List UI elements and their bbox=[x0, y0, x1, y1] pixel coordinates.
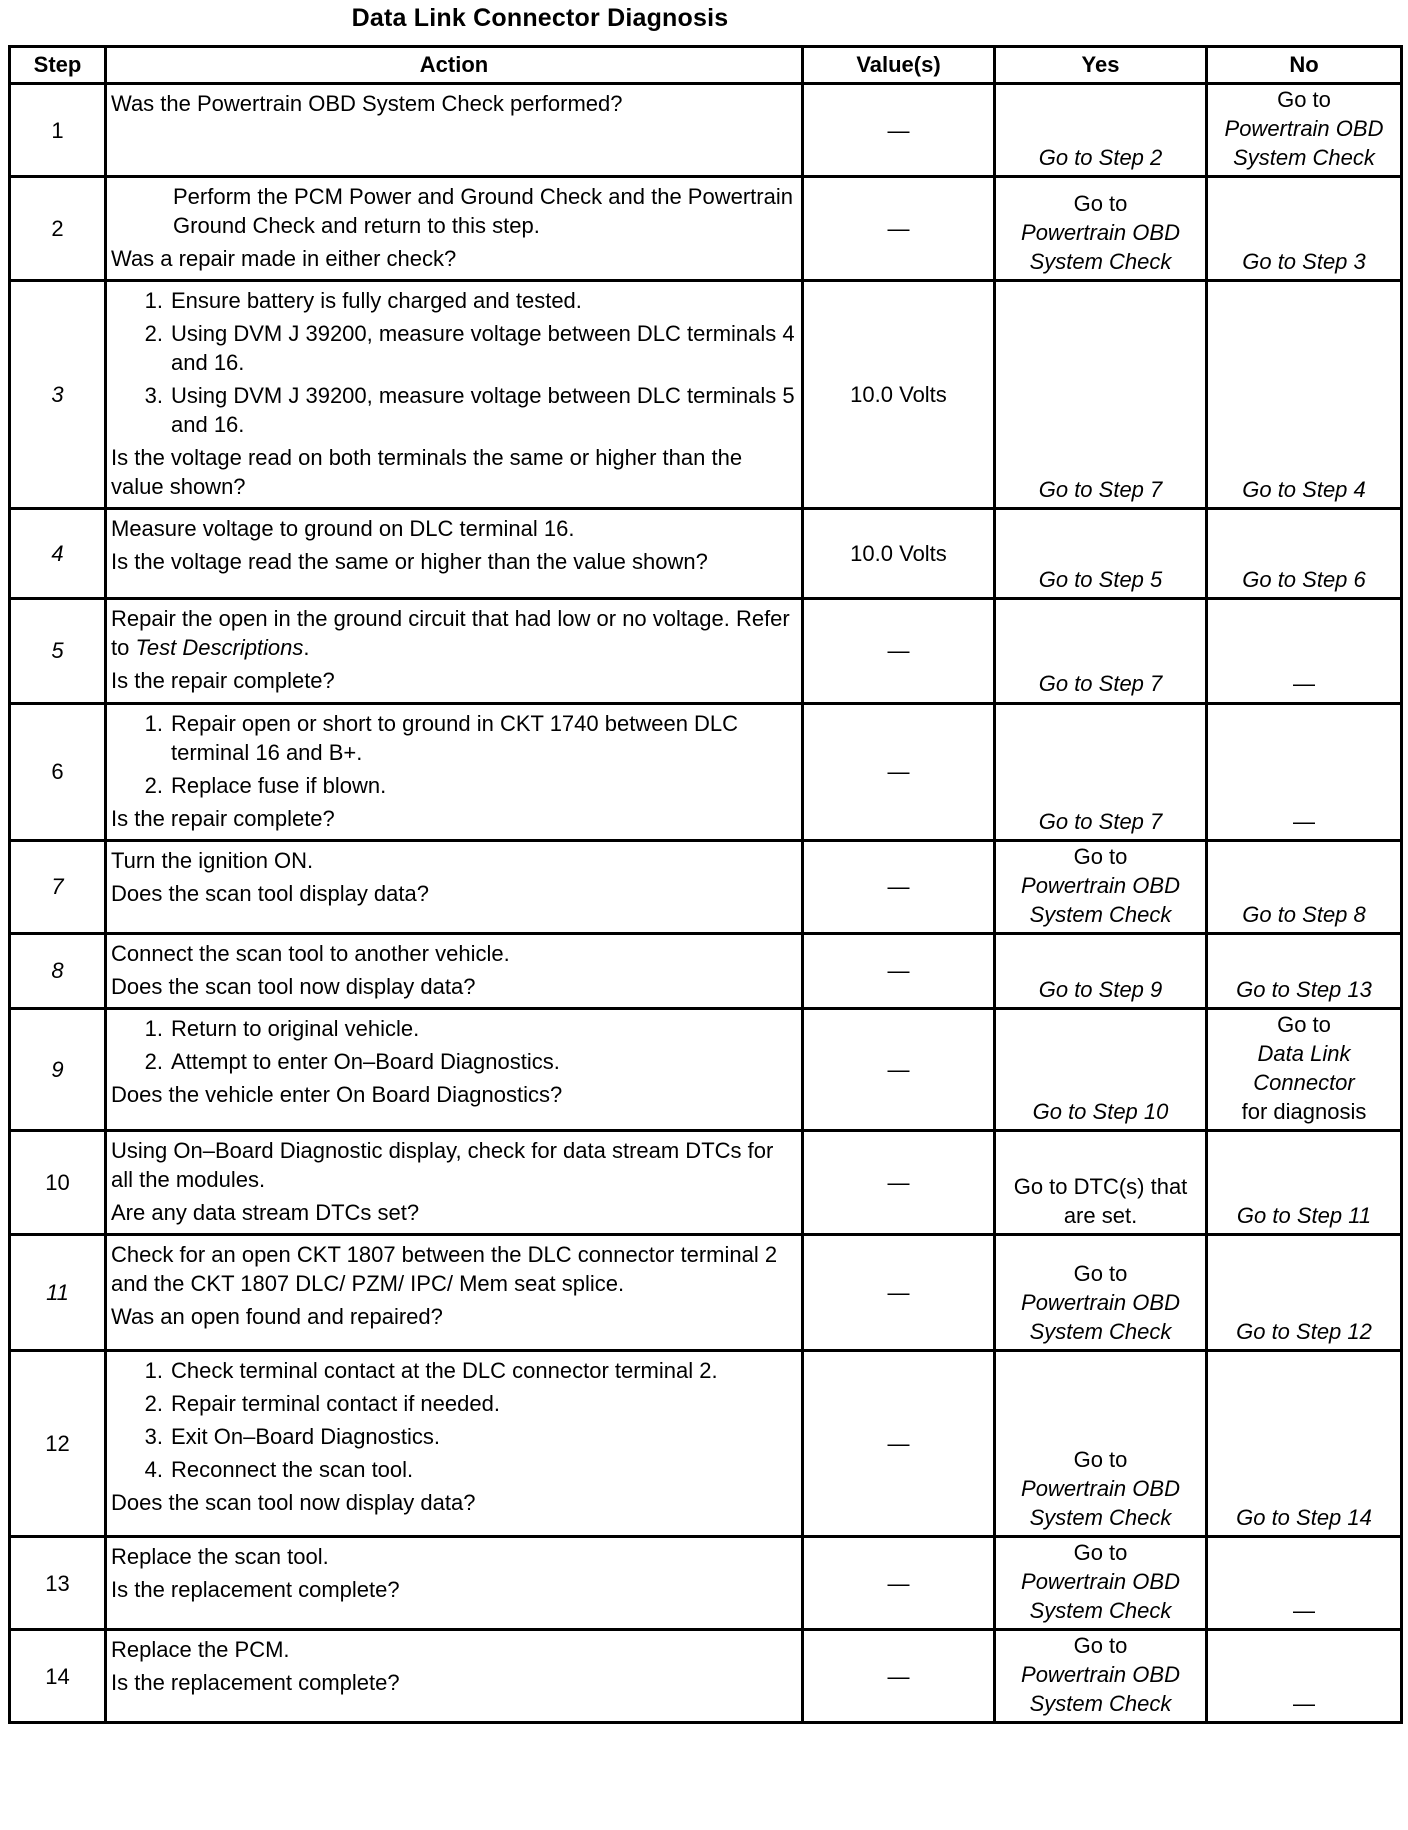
no-target-link[interactable]: Data Link Connector bbox=[1253, 1040, 1355, 1095]
yes-go-to: Go to bbox=[1073, 1540, 1128, 1565]
action-instruction-text: Repair the open in the ground circuit that had low or no voltage. Refer to bbox=[111, 606, 790, 661]
action-step-item bbox=[111, 1014, 797, 1043]
action-instruction-text: Perform the PCM Power and Ground Check and the Powertrain Ground Check and return to this step. bbox=[173, 184, 793, 239]
no-cell bbox=[1207, 84, 1402, 177]
action-cell bbox=[106, 599, 803, 703]
action-question: Does the scan tool now display data? bbox=[111, 1490, 476, 1516]
yes-go-to: Go to bbox=[1073, 1260, 1128, 1286]
yes-cell bbox=[995, 1630, 1207, 1723]
step-number: 6 bbox=[10, 703, 106, 840]
action-instruction-end: . bbox=[303, 635, 310, 661]
action-question: Was an open found and repaired? bbox=[111, 1304, 443, 1330]
action-cell bbox=[106, 933, 803, 1008]
action-step-number: 2. bbox=[144, 772, 163, 798]
action-step-item bbox=[111, 771, 797, 800]
table-row bbox=[10, 933, 1402, 1008]
value-cell: — bbox=[803, 1130, 995, 1234]
action-step-item bbox=[111, 1422, 797, 1451]
no-cell[interactable]: Go to Step 14 bbox=[1207, 1351, 1402, 1537]
action-step-item bbox=[111, 1455, 797, 1484]
action-question: Does the scan tool display data? bbox=[111, 880, 429, 906]
action-steps-list bbox=[111, 1356, 797, 1484]
action-instruction bbox=[111, 604, 797, 662]
action-cell bbox=[106, 1008, 803, 1130]
no-go-to: Go to bbox=[1277, 1011, 1331, 1037]
yes-cell: Go to DTC(s) that are set. bbox=[995, 1130, 1207, 1234]
action-cell bbox=[106, 281, 803, 509]
value-cell: — bbox=[803, 1351, 995, 1537]
action-step-text: Check terminal contact at the DLC connector terminal 2. bbox=[171, 1358, 718, 1383]
yes-cell[interactable]: Go to Step 9 bbox=[995, 933, 1207, 1008]
action-steps-list bbox=[111, 286, 797, 439]
no-cell bbox=[1207, 1008, 1402, 1130]
table-row bbox=[10, 1351, 1402, 1537]
action-cell bbox=[106, 84, 803, 177]
action-step-text: Repair terminal contact if needed. bbox=[171, 1391, 500, 1417]
action-step-item bbox=[111, 381, 797, 439]
table-row bbox=[10, 509, 1402, 599]
no-go-to: Go to bbox=[1277, 87, 1331, 112]
yes-go-to: Go to bbox=[1073, 843, 1128, 869]
action-step-number: 2. bbox=[144, 1048, 163, 1074]
yes-go-to: Go to bbox=[1073, 1446, 1128, 1472]
action-question: Is the voltage read the same or higher than the value shown? bbox=[111, 549, 708, 575]
step-number: 13 bbox=[10, 1537, 106, 1630]
value-cell: — bbox=[803, 1537, 995, 1630]
action-instruction bbox=[111, 182, 797, 240]
action-step-item bbox=[111, 1047, 797, 1076]
table-row bbox=[10, 1130, 1402, 1234]
value-cell: — bbox=[803, 599, 995, 703]
yes-cell bbox=[995, 1537, 1207, 1630]
header-values: Value(s) bbox=[803, 47, 995, 84]
header-step: Step bbox=[10, 47, 106, 84]
action-step-number: 1. bbox=[144, 710, 163, 736]
no-cell: — bbox=[1207, 703, 1402, 840]
step-number: 10 bbox=[10, 1130, 106, 1234]
action-step-text: Reconnect the scan tool. bbox=[171, 1457, 414, 1483]
no-cell: — bbox=[1207, 1630, 1402, 1723]
yes-go-to: Go to bbox=[1073, 1633, 1128, 1659]
action-cell bbox=[106, 1235, 803, 1351]
action-step-item bbox=[111, 319, 797, 377]
document-title: Data Link Connector Diagnosis bbox=[351, 4, 729, 32]
yes-target-link[interactable]: Powertrain OBD System Check bbox=[1021, 1475, 1180, 1530]
action-instruction bbox=[111, 1136, 797, 1194]
no-cell[interactable]: Go to Step 3 bbox=[1207, 177, 1402, 281]
value-cell: — bbox=[803, 1235, 995, 1351]
action-question: Are any data stream DTCs set? bbox=[111, 1199, 420, 1225]
value-cell: — bbox=[803, 1630, 995, 1723]
step-number: 2 bbox=[10, 177, 106, 281]
table-row bbox=[10, 177, 1402, 281]
value-cell: — bbox=[803, 840, 995, 933]
yes-cell bbox=[995, 1351, 1207, 1537]
action-question: Does the scan tool now display data? bbox=[111, 973, 476, 999]
action-cell bbox=[106, 840, 803, 933]
yes-target-link[interactable]: Powertrain OBD System Check bbox=[1021, 872, 1180, 927]
yes-target-link[interactable]: Powertrain OBD System Check bbox=[1021, 1289, 1180, 1344]
action-steps-list bbox=[111, 709, 797, 800]
action-step-item bbox=[111, 1389, 797, 1418]
step-number: 1 bbox=[10, 84, 106, 177]
action-steps-list bbox=[111, 1014, 797, 1076]
action-cell bbox=[106, 1351, 803, 1537]
no-cell: — bbox=[1207, 599, 1402, 703]
action-instruction bbox=[111, 1635, 797, 1664]
action-step-text: Return to original vehicle. bbox=[171, 1015, 420, 1041]
action-instruction bbox=[111, 939, 797, 968]
action-step-number: 4. bbox=[144, 1457, 163, 1483]
header-no: No bbox=[1207, 47, 1402, 84]
action-step-item bbox=[111, 709, 797, 767]
header-row bbox=[10, 47, 1402, 84]
table-row bbox=[10, 840, 1402, 933]
value-cell: 10.0 Volts bbox=[803, 509, 995, 599]
action-cell bbox=[106, 177, 803, 281]
action-question: Is the replacement complete? bbox=[111, 1577, 400, 1603]
value-cell: — bbox=[803, 84, 995, 177]
yes-cell bbox=[995, 1235, 1207, 1351]
step-number: 11 bbox=[10, 1235, 106, 1351]
action-instruction-text: Was the Powertrain OBD System Check performed? bbox=[111, 91, 623, 116]
value-cell: 10.0 Volts bbox=[803, 281, 995, 509]
value-cell: — bbox=[803, 1008, 995, 1130]
no-cell[interactable]: Go to Step 11 bbox=[1207, 1130, 1402, 1234]
header-yes: Yes bbox=[995, 47, 1207, 84]
action-question: Is the repair complete? bbox=[111, 805, 335, 831]
action-instruction-text: Check for an open CKT 1807 between the DLC connector terminal 2 and the CKT 1807 DLC/ PZM/ IPC/ Mem seat splice. bbox=[111, 1242, 778, 1297]
header-action: Action bbox=[106, 47, 803, 84]
action-step-text: Replace fuse if blown. bbox=[171, 772, 387, 798]
action-step-item bbox=[111, 286, 797, 315]
yes-cell[interactable]: Go to Step 5 bbox=[995, 509, 1207, 599]
action-step-number: 2. bbox=[144, 321, 163, 347]
action-step-number: 1. bbox=[144, 1015, 163, 1041]
action-instruction-text: Replace the scan tool. bbox=[111, 1544, 329, 1569]
yes-cell bbox=[995, 177, 1207, 281]
action-cell bbox=[106, 509, 803, 599]
action-question: Is the voltage read on both terminals the same or higher than the value shown? bbox=[111, 445, 743, 500]
yes-cell[interactable]: Go to Step 2 bbox=[995, 84, 1207, 177]
action-step-number: 1. bbox=[144, 288, 163, 314]
action-step-number: 3. bbox=[144, 383, 163, 409]
action-instruction bbox=[111, 1240, 797, 1298]
action-question: Was a repair made in either check? bbox=[111, 246, 457, 272]
action-cell bbox=[106, 703, 803, 840]
yes-cell bbox=[995, 840, 1207, 933]
action-instruction-text: Measure voltage to ground on DLC terminal 16. bbox=[111, 516, 575, 542]
action-reference: Test Descriptions bbox=[135, 635, 304, 661]
table-row bbox=[10, 1630, 1402, 1723]
yes-cell[interactable]: Go to Step 10 bbox=[995, 1008, 1207, 1130]
action-question: Is the replacement complete? bbox=[111, 1670, 400, 1696]
step-number: 9 bbox=[10, 1008, 106, 1130]
table-row bbox=[10, 84, 1402, 177]
action-step-text: Ensure battery is fully charged and tested. bbox=[171, 288, 582, 314]
table-row bbox=[10, 1008, 1402, 1130]
no-target-suffix: for diagnosis bbox=[1241, 1098, 1367, 1124]
action-instruction bbox=[111, 89, 797, 118]
table-row bbox=[10, 1537, 1402, 1630]
step-number: 3 bbox=[10, 281, 106, 509]
action-step-item bbox=[111, 1356, 797, 1385]
yes-cell[interactable]: Go to Step 7 bbox=[995, 281, 1207, 509]
yes-cell[interactable]: Go to Step 7 bbox=[995, 703, 1207, 840]
table-row bbox=[10, 281, 1402, 509]
action-step-text: Using DVM J 39200, measure voltage between DLC terminals 5 and 16. bbox=[171, 383, 795, 438]
action-instruction-text: Using On–Board Diagnostic display, check for data stream DTCs for all the modules. bbox=[111, 1137, 774, 1192]
step-number: 12 bbox=[10, 1351, 106, 1537]
action-question: Is the repair complete? bbox=[111, 668, 335, 694]
no-cell: — bbox=[1207, 1537, 1402, 1630]
no-cell[interactable]: Go to Step 8 bbox=[1207, 840, 1402, 933]
action-step-text: Repair open or short to ground in CKT 1740 between DLC terminal 16 and B+. bbox=[171, 710, 739, 765]
table-row bbox=[10, 703, 1402, 840]
value-cell: — bbox=[803, 933, 995, 1008]
table-row bbox=[10, 599, 1402, 703]
action-step-number: 1. bbox=[144, 1358, 163, 1383]
yes-cell[interactable]: Go to Step 7 bbox=[995, 599, 1207, 703]
no-cell[interactable]: Go to Step 13 bbox=[1207, 933, 1402, 1008]
value-cell: — bbox=[803, 703, 995, 840]
action-instruction bbox=[111, 514, 797, 543]
no-target-link[interactable]: Powertrain OBD System Check bbox=[1224, 116, 1384, 171]
action-step-number: 3. bbox=[144, 1424, 163, 1450]
table-row bbox=[10, 1235, 1402, 1351]
yes-go-to: Go to bbox=[1073, 191, 1128, 217]
step-number: 4 bbox=[10, 509, 106, 599]
action-step-number: 2. bbox=[144, 1391, 163, 1417]
yes-target-link[interactable]: Powertrain OBD System Check bbox=[1021, 1662, 1180, 1717]
diagnosis-table bbox=[8, 45, 1403, 1724]
value-cell: — bbox=[803, 177, 995, 281]
action-instruction-text: Replace the PCM. bbox=[111, 1637, 290, 1663]
action-instruction-text: Connect the scan tool to another vehicle. bbox=[111, 940, 510, 966]
action-step-text: Attempt to enter On–Board Diagnostics. bbox=[171, 1048, 560, 1074]
yes-target-link[interactable]: Powertrain OBD System Check bbox=[1021, 220, 1180, 275]
action-cell bbox=[106, 1537, 803, 1630]
no-cell[interactable]: Go to Step 6 bbox=[1207, 509, 1402, 599]
action-cell bbox=[106, 1130, 803, 1234]
step-number: 7 bbox=[10, 840, 106, 933]
action-step-text: Using DVM J 39200, measure voltage between DLC terminals 4 and 16. bbox=[171, 321, 795, 376]
action-cell bbox=[106, 1630, 803, 1723]
action-instruction bbox=[111, 1542, 797, 1571]
action-question: Does the vehicle enter On Board Diagnostics? bbox=[111, 1081, 563, 1107]
step-number: 5 bbox=[10, 599, 106, 703]
action-instruction bbox=[111, 846, 797, 875]
action-instruction-text: Turn the ignition ON. bbox=[111, 847, 314, 873]
step-number: 8 bbox=[10, 933, 106, 1008]
step-number: 14 bbox=[10, 1630, 106, 1723]
no-cell[interactable]: Go to Step 4 bbox=[1207, 281, 1402, 509]
no-cell[interactable]: Go to Step 12 bbox=[1207, 1235, 1402, 1351]
yes-target-link[interactable]: Powertrain OBD System Check bbox=[1021, 1569, 1180, 1624]
action-step-text: Exit On–Board Diagnostics. bbox=[171, 1424, 441, 1450]
